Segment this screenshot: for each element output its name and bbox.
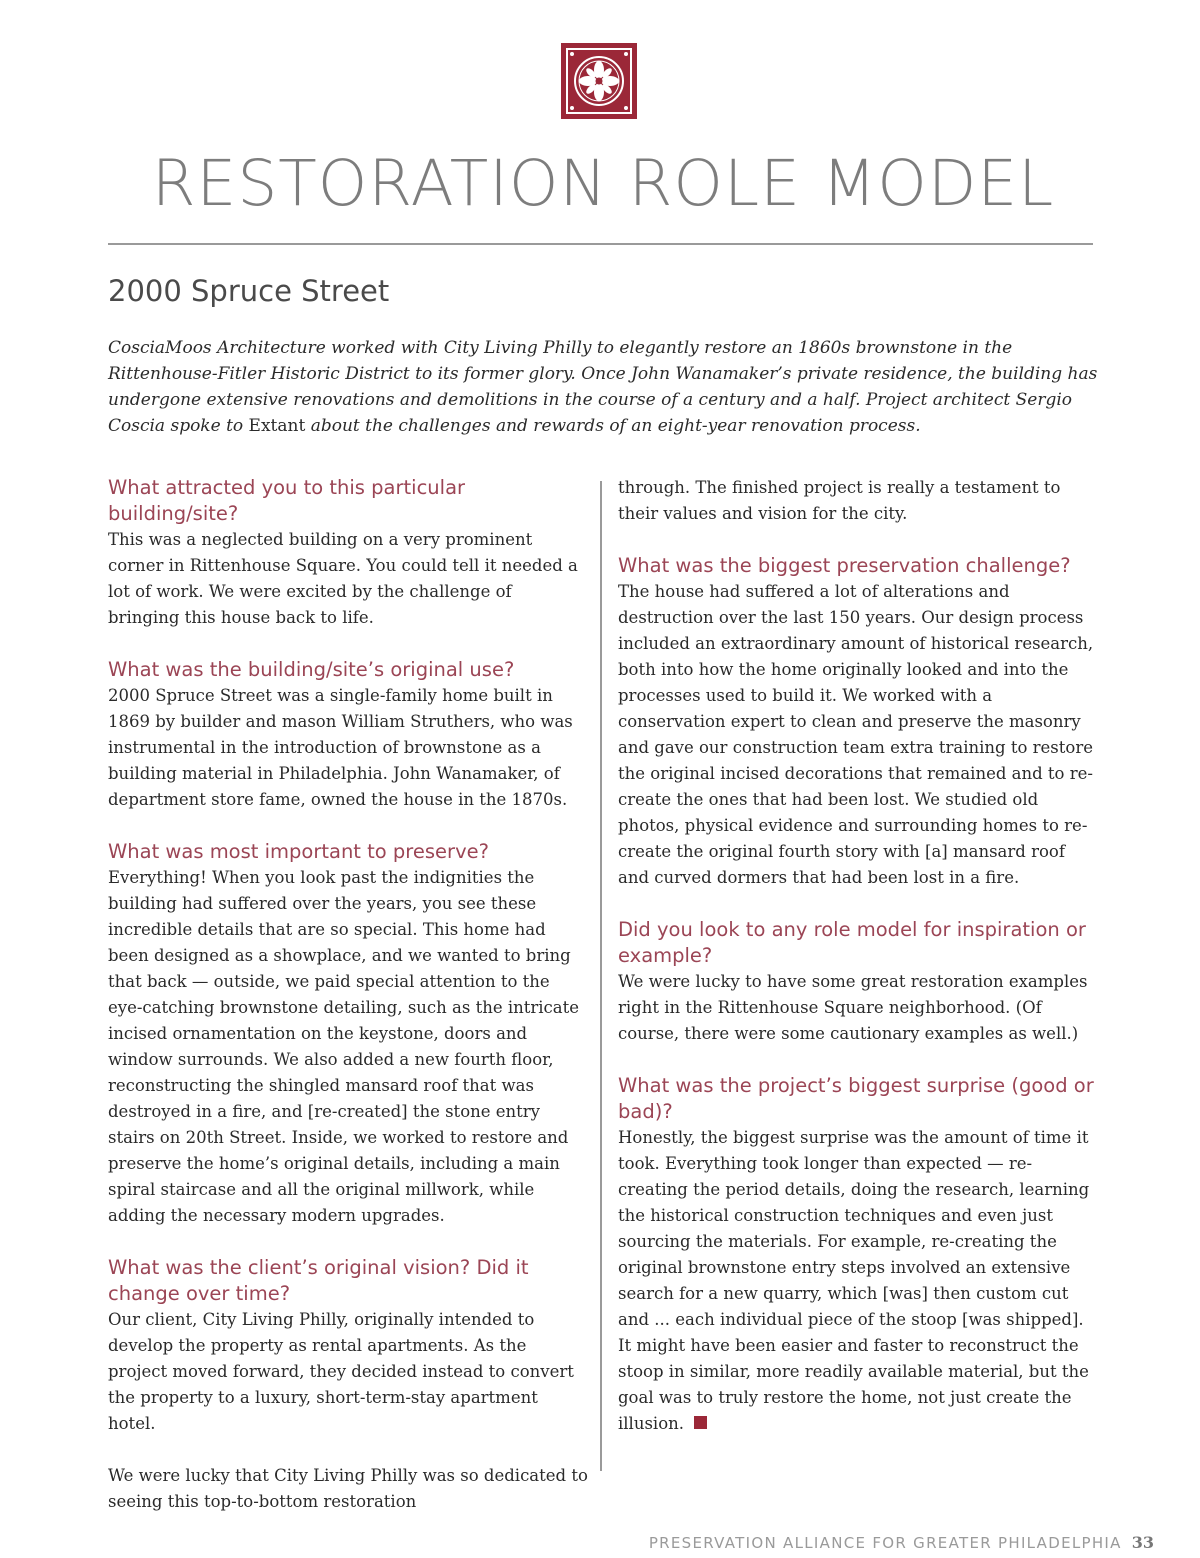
answer-text: Our client, City Living Philly, originally intended to develop the property as rental apartments. As the project moved forward, they decided instead to convert the property to a luxury, short-term-stay apartment hotel. [108,1310,574,1433]
answer-text: This was a neglected building on a very prominent corner in Rittenhouse Square. You could tell it needed a lot of work. We were excited by the challenge of bringing this house back to life. [108,530,578,627]
question-heading: What was the biggest preservation challenge? [618,554,1071,577]
page-footer [649,1532,1154,1554]
end-mark-icon [694,1416,707,1429]
title-divider [108,243,1093,245]
answer-text: We were lucky that City Living Philly was so dedicated to seeing this top-to-bottom restoration [108,1466,588,1511]
column-divider [600,481,602,1471]
page-title: RESTORATION ROLE MODEL [151,147,1055,220]
final-answer [618,1125,1098,1437]
intro-text-part2: about the challenges and rewards of an eight-year renovation process. [305,416,921,436]
question-heading: Did you look to any role model for inspiration or example? [618,918,1086,967]
question-heading: What was the client’s original vision? Did it change over time? [108,1256,529,1305]
question-heading: What was the building/site’s original use? [108,658,515,681]
answer-text: 2000 Spruce Street was a single-family home built in 1869 by builder and mason William Struthers, who was instrumental in the introduction of brownstone as a building material in Philadelphia. John Wanamaker, of department store fame, owned the house in the 1870s. [108,686,573,809]
question-heading: What was the project’s biggest surprise (good or bad)? [618,1074,1094,1123]
page-subtitle: 2000 Spruce Street [108,274,390,308]
footer-organization: PRESERVATION ALLIANCE FOR GREATER PHILADELPHIA [648,1534,1122,1552]
intro-text-part1: CosciaMoos Architecture worked with City Living Philly to elegantly restore an 1860s brownstone in the Rittenhouse-Fitler Historic District to its former glory. Once John Wanamaker’s private residence, the building has undergone extensive renovations and demolitions in the course of a century and a half. Project architect Sergio Coscia spoke to [108,338,1098,436]
left-column [108,475,588,1515]
right-column [618,475,1098,1437]
answer-text: The house had suffered a lot of alterations and destruction over the last 150 years. Our design process included an extraordinary amount of historical research, both into how the home originally looked and into the processes used to build it. We worked with a conservation expert to clean and preserve the masonry and gave our construction team extra training to restore the original incised decorations that remained and to re-create the ones that had been lost. We studied old photos, physical evidence and surrounding homes to re-create the original fourth story with [a] mansard roof and curved dormers that had been lost in a fire. [618,582,1094,887]
publication-name: Extant [248,416,306,436]
answer-text: Everything! When you look past the indignities the building had suffered over the years, you see these incredible details that are so special. This home had been designed as a showplace, and we wanted to bring that back — outside, we paid special attention to the eye-catching brownstone detailing, such as the intricate incised ornamentation on the keystone, doors and window surrounds. We also added a new fourth floor, reconstructing the shingled mansard roof that was destroyed in a fire, and [re-created] the stone entry stairs on 20th Street. Inside, we worked to restore and preserve the home’s original details, including a main spiral staircase and all the original millwork, while adding the necessary modern upgrades. [108,868,580,1225]
question-heading: What attracted you to this particular building/site? [108,476,466,525]
continued-text: through. The finished project is really a testament to their values and vision for the city. [618,478,1061,523]
question-heading: What was most important to preserve? [108,840,489,863]
ornamental-tile-icon [561,43,637,119]
answer-text: Honestly, the biggest surprise was the amount of time it took. Everything took longer than expected — re-creating the period details, doing the research, learning the historical construction techniques and even just sourcing the materials. For example, re-creating the original brownstone entry steps involved an extensive search for a new quarry, which [was] then custom cut and ... each individual piece of the stoop [was shipped]. It might have been easier and faster to reconstruct the stoop in similar, more readily available material, but the goal was to truly restore the home, not just create the illusion. [618,1128,1090,1433]
page-number: 33 [1131,1533,1154,1552]
intro-paragraph [108,335,1098,439]
answer-text: We were lucky to have some great restoration examples right in the Rittenhouse Square neighborhood. (Of course, there were some cautionary examples as well.) [618,972,1088,1043]
